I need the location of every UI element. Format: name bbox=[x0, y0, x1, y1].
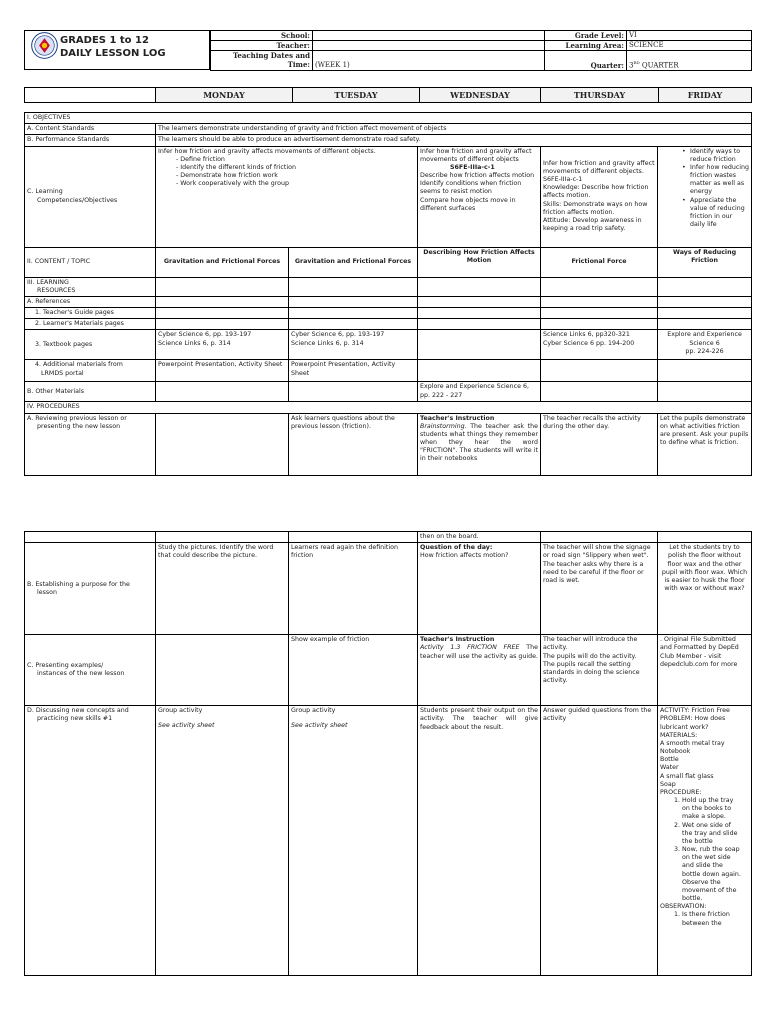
grade-level-field[interactable]: VI bbox=[627, 31, 752, 41]
topic-monday: Gravitation and Frictional Forces bbox=[156, 247, 289, 277]
textbook-thursday: Science Links 6, pp320-321 Cyber Science 6 pp. 194-200 bbox=[541, 330, 658, 360]
learning-area-field[interactable]: SCIENCE bbox=[627, 41, 752, 51]
discuss-tuesday: Group activity See activity sheet bbox=[289, 706, 418, 976]
competencies-fri: • Identify ways to reduce friction • Infer how reducing friction wastes matter as well as energy • Appreciate the value of reducing friction in our daily life bbox=[658, 146, 752, 247]
day-tuesday: TUESDAY bbox=[293, 88, 420, 103]
present-monday bbox=[156, 635, 289, 706]
purpose-thursday: The teacher will show the signage or road sign "Slippery when wet". The teacher asks why there is a need to be careful if the floor or road is wet. bbox=[541, 543, 658, 635]
day-header-table bbox=[24, 87, 752, 103]
textbook-friday: Explore and Experience Science 6 pp. 224-226 bbox=[658, 330, 752, 360]
other-materials-wednesday: Explore and Experience Science 6, pp. 222 - 227 bbox=[418, 382, 541, 402]
learners-materials-label: 2. Learner's Materials pages bbox=[25, 319, 156, 330]
discuss-wednesday: Students present their output on the activity. The teacher will give feedback about the result. bbox=[418, 706, 541, 976]
school-field[interactable] bbox=[313, 31, 545, 41]
lesson-log-table bbox=[24, 112, 752, 476]
reviewing-lesson-label: A. Reviewing previous lesson or presenting the new lesson bbox=[25, 413, 156, 475]
teacher-label: Teacher: bbox=[211, 41, 313, 51]
textbook-pages-label: 3. Textbook pages bbox=[25, 330, 156, 360]
review-thursday: The teacher recalls the activity during the other day. bbox=[541, 413, 658, 475]
discussing-concepts-label: D. Discussing new concepts and practicing new skills #1 bbox=[25, 706, 156, 976]
procedures-heading: IV. PROCEDURES bbox=[25, 402, 752, 413]
learning-resources-label: III. LEARNING RESOURCES bbox=[25, 277, 156, 296]
teachers-guide-label: 1. Teacher's Guide pages bbox=[25, 308, 156, 319]
grade-level-label: Grade Level: bbox=[545, 31, 627, 41]
topic-thursday: Frictional Force bbox=[541, 247, 658, 277]
day-friday: FRIDAY bbox=[659, 88, 752, 103]
present-wednesday: Teacher's Instruction Activity 1.3 FRICTION FREE The teacher will use the activity as guide. bbox=[418, 635, 541, 706]
additional-materials-label: 4. Additional materials from LRMDS portal bbox=[25, 360, 156, 382]
day-monday: MONDAY bbox=[156, 88, 293, 103]
additional-monday: Powerpoint Presentation, Activity Sheet bbox=[156, 360, 289, 382]
review-tuesday: Ask learners questions about the previous lesson (friction). bbox=[289, 413, 418, 475]
content-standards-label: A. Content Standards bbox=[25, 124, 156, 135]
review-monday bbox=[156, 413, 289, 475]
present-tuesday: Show example of friction bbox=[289, 635, 418, 706]
purpose-friday: Let the students try to polish the floor without floor wax and the other pupil with floor wax. Which is easier to husk the floor with wax or without wax? bbox=[658, 543, 752, 635]
blank-header bbox=[25, 88, 156, 103]
continued-wednesday: then on the board. bbox=[418, 532, 541, 543]
topic-friday: Ways of Reducing Friction bbox=[658, 247, 752, 277]
discuss-friday: ACTIVITY: Friction Free PROBLEM: How does lubricant work? MATERIALS: A smooth metal tray Notebook Bottle Water A small flat glass Soap PROCEDURE: 1. Hold up the tray on the books to make a slope. 2. Wet one side of the tray and slide the bottle 3. Now, rub the soap on the wet side and slide the bottle down again. Observe the movement of the bottle. OBSERVATION: 1. Is there friction between the bbox=[658, 706, 752, 976]
day-thursday: THURSDAY bbox=[541, 88, 659, 103]
discuss-thursday: Answer guided questions from the activity bbox=[541, 706, 658, 976]
present-friday: . Original File Submitted and Formatted by DepEd Club Member - visit depedclub.com for more bbox=[658, 635, 752, 706]
teaching-dates-field[interactable]: (WEEK 1) bbox=[313, 51, 545, 71]
competencies-mon-tue: Infer how friction and gravity affects movements of different objects. - Define friction - Identify the different kinds of friction - Demonstrate how friction work - Work cooperatively with the group bbox=[156, 146, 418, 247]
quarter-label: Quarter: bbox=[545, 51, 627, 71]
topic-wednesday: Describing How Friction Affects Motion bbox=[418, 247, 541, 277]
learning-area-label: Learning Area: bbox=[545, 41, 627, 51]
school-label: School: bbox=[211, 31, 313, 41]
other-materials-label: B. Other Materials bbox=[25, 382, 156, 402]
references-label: A. References bbox=[25, 296, 156, 307]
purpose-wednesday: Question of the day: How friction affects motion? bbox=[418, 543, 541, 635]
review-wednesday: Teacher's Instruction Brainstorming. The teacher ask the students what things they remember when they hear the word "FRICTION". The students will write it in their notebooks bbox=[418, 413, 541, 475]
performance-standards-label: B. Performance Standards bbox=[25, 135, 156, 146]
review-friday: Let the pupils demonstrate on what activities friction are present. Ask your pupils to define what is friction. bbox=[658, 413, 752, 475]
topic-tuesday: Gravitation and Frictional Forces bbox=[289, 247, 418, 277]
content-standards-value: The learners demonstrate understanding of gravity and friction affect movement of objects bbox=[156, 124, 752, 135]
purpose-tuesday: Learners read again the definition friction bbox=[289, 543, 418, 635]
competencies-label: C. Learning Competencies/Objectives bbox=[25, 146, 156, 247]
purpose-monday: Study the pictures. Identify the word that could describe the picture. bbox=[156, 543, 289, 635]
quarter-field[interactable]: 3RD QUARTER bbox=[627, 51, 752, 71]
textbook-tuesday: Cyber Science 6, pp. 193-197 Science Links 6, p. 314 bbox=[289, 330, 418, 360]
textbook-monday: Cyber Science 6, pp. 193-197 Science Links 6, p. 314 bbox=[156, 330, 289, 360]
deped-seal-icon bbox=[31, 32, 58, 59]
establishing-purpose-label: B. Establishing a purpose for the lesson bbox=[25, 543, 156, 635]
lesson-log-table-continued bbox=[24, 531, 752, 976]
competencies-thu: Infer how friction and gravity affect movements of different objects. S6FE-IIIa-c-1 Knowledge: Describe how friction affects motion. Skills: Demonstrate ways on how friction affects motion. Attitude: Develop awareness in keeping a road trip safety. bbox=[541, 146, 658, 247]
page-title: GRADES 1 to 12 DAILY LESSON LOG bbox=[60, 35, 166, 59]
objectives-heading: I. OBJECTIVES bbox=[25, 113, 752, 124]
present-thursday: The teacher will introduce the activity. The pupils will do the activity. The pupils recall the setting standards in doing the science activity. bbox=[541, 635, 658, 706]
header-info-table bbox=[210, 30, 752, 71]
competencies-wed: Infer how friction and gravity affect movements of different objects S6FE-IIIa-c-1 Describe how friction affects motion Identify conditions when friction seems to resist motion Compare how objects move in different surfaces bbox=[418, 146, 541, 247]
textbook-wednesday bbox=[418, 330, 541, 360]
discuss-monday: Group activity See activity sheet bbox=[156, 706, 289, 976]
teacher-field[interactable] bbox=[313, 41, 545, 51]
additional-tuesday: Powerpoint Presentation, Activity Sheet bbox=[289, 360, 418, 382]
presenting-examples-label: C. Presenting examples/ instances of the new lesson bbox=[25, 635, 156, 706]
content-topic-label: II. CONTENT / TOPIC bbox=[25, 247, 156, 277]
performance-standards-value: The learners should be able to produce an advertisement demonstrate road safety. bbox=[156, 135, 752, 146]
day-wednesday: WEDNESDAY bbox=[420, 88, 541, 103]
teaching-dates-label: Teaching Dates and Time: bbox=[211, 51, 313, 71]
